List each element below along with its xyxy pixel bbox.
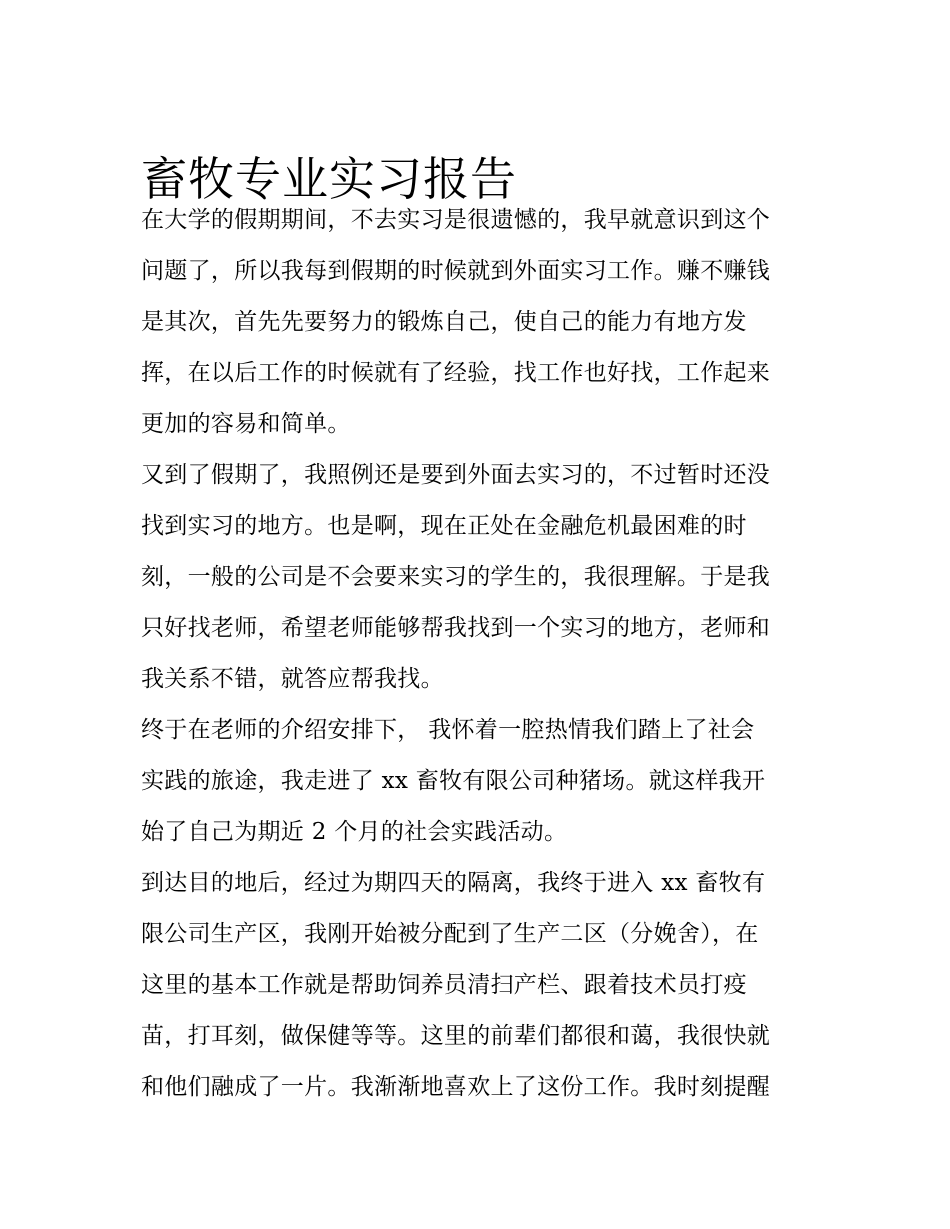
document-title: 畜牧专业实习报告 (141, 151, 517, 206)
body-line: 限公司生产区，我刚开始被分配到了生产二区（分娩舍），在 (141, 921, 759, 947)
body-line: 实践的旅途，我走进了 xx 畜牧有限公司种猪场。就这样我开 (141, 768, 766, 794)
body-line: 苗，打耳刻，做保健等等。这里的前辈们都很和蔼，我很快就 (141, 1023, 771, 1049)
body-line: 更加的容易和简单。 (141, 411, 351, 437)
body-line: 刻，一般的公司是不会要来实习的学生的，我很理解。于是我 (141, 564, 771, 590)
body-line: 这里的基本工作就是帮助饲养员清扫产栏、跟着技术员打疫 (141, 972, 747, 998)
body-line: 终于在老师的介绍安排下， 我怀着一腔热情我们踏上了社会 (141, 717, 755, 743)
body-line: 我关系不错，就答应帮我找。 (141, 666, 444, 692)
body-line: 找到实习的地方。也是啊，现在正处在金融危机最困难的时 (141, 513, 747, 539)
body-line: 问题了，所以我每到假期的时候就到外面实习工作。赚不赚钱 (141, 258, 771, 284)
body-line: 又到了假期了，我照例还是要到外面去实习的，不过暂时还没 (141, 462, 771, 488)
body-line: 始了自己为期近 2 个月的社会实践活动。 (141, 819, 568, 845)
body-line: 在大学的假期期间，不去实习是很遗憾的，我早就意识到这个 (141, 207, 771, 233)
body-line: 到达目的地后，经过为期四天的隔离，我终于进入 xx 畜牧有 (141, 870, 766, 896)
body-line: 是其次，首先先要努力的锻炼自己，使自己的能力有地方发 (141, 309, 747, 335)
body-line: 只好找老师，希望老师能够帮我找到一个实习的地方，老师和 (141, 615, 771, 641)
body-line: 挥，在以后工作的时候就有了经验，找工作也好找，工作起来 (141, 360, 771, 386)
body-line: 和他们融成了一片。我渐渐地喜欢上了这份工作。我时刻提醒 (141, 1074, 771, 1100)
